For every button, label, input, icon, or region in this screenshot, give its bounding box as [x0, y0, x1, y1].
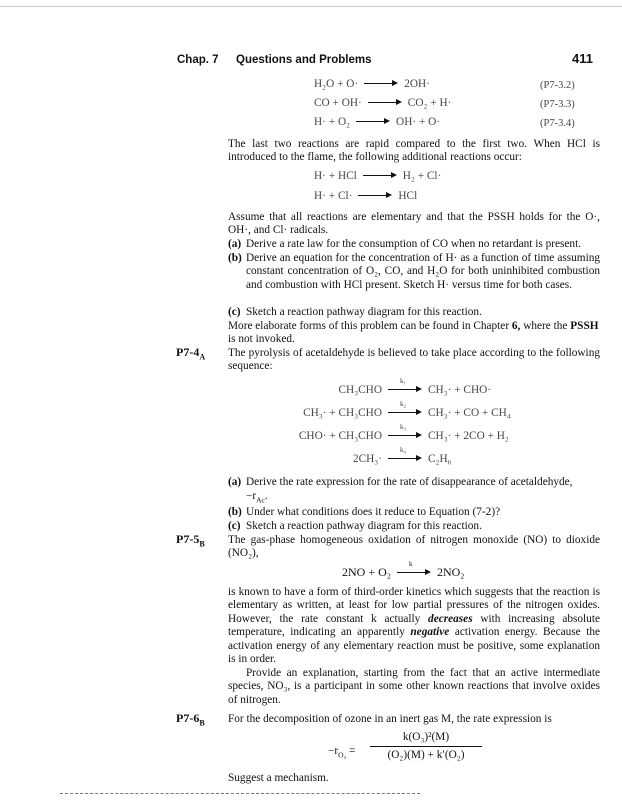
reaction-lhs: CO + OH· — [314, 97, 362, 109]
text-run: where the — [520, 320, 571, 332]
rate-symbol-main: −r — [246, 490, 257, 502]
emphasis-negative: negative — [410, 626, 450, 639]
text-run: is known to have a form of third-order kinetics which suggests that the reaction is elementary as written, at least for low partial pressures of the nitrogen oxides. However, the rate constant k actually — [228, 586, 600, 625]
reaction-lhs: CH₃· + CH₃CHO — [303, 407, 382, 419]
paragraph-p7-5-body — [228, 586, 600, 666]
reaction-rhs: CH₃· + CO + CH₄ — [428, 407, 511, 419]
reaction-arrow — [397, 560, 431, 578]
paragraph-hcl-intro: The last two reactions are rapid compared to the first two. When HCl is introduced to the flame, the following additional reactions occur: — [228, 138, 600, 164]
item-label: (b) — [228, 506, 242, 518]
paragraph-p7-6-suggest: Suggest a mechanism. — [228, 772, 329, 784]
question-item-a — [228, 476, 600, 489]
problem-level: B — [199, 539, 205, 549]
item-text: Sketch a reaction pathway diagram for this reaction. — [246, 306, 482, 318]
reaction-rhs: C₂H₆ — [428, 453, 452, 465]
question-item-a — [228, 238, 600, 251]
equation-tag: (P7-3.3) — [540, 99, 575, 110]
reaction-lhs: H· + HCl — [314, 170, 357, 182]
rate-lhs-main: −r — [328, 745, 339, 757]
bottom-rule — [60, 793, 420, 794]
paragraph-p7-4-intro: The pyrolysis of acetaldehyde is believed to take place according to the following sequence: — [228, 347, 600, 373]
reaction-arrow — [388, 423, 422, 441]
paragraph-assumptions: Assume that all reactions are elementary and that the PSSH holds for the O·, OH·, and Cl· radicals. — [228, 211, 600, 237]
reaction-arrow — [368, 98, 402, 108]
rate-constant: k₄ — [400, 446, 406, 455]
item-text: Derive an equation for the concentration of H· as a function of time assuming constant concentration of O₂, CO, and H₂O for both uninhibited combustion and combustion with HCl present. Sketch H· versus time for both cases. — [246, 252, 600, 291]
item-text: Sketch a reaction pathway diagram for this reaction. — [246, 520, 482, 532]
reaction-hcl-1 — [314, 170, 441, 183]
equals-sign: = — [346, 745, 356, 757]
reaction-arrow — [388, 446, 422, 464]
chapter-ref: 6, — [511, 320, 521, 332]
item-label: (c) — [228, 520, 241, 532]
reaction-rhs: CH₃· + CHO· — [428, 384, 492, 396]
reaction-lhs: CH₃CHO — [338, 384, 382, 396]
reaction-rhs: H₂ + Cl· — [402, 170, 442, 182]
reaction-p7-3-4 — [314, 116, 440, 129]
reaction-rhs: CO₂ + H· — [407, 97, 452, 109]
reaction-hcl-2 — [314, 190, 417, 203]
emphasis-decreases: decreases — [428, 612, 473, 625]
problem-number-p7-6 — [176, 711, 205, 728]
problem-num: P7-6 — [176, 711, 200, 725]
item-text: Under what conditions does it reduce to Equation (7-2)? — [246, 506, 501, 518]
reaction-rhs: CH₃· + 2CO + H₂ — [428, 430, 509, 442]
reaction-acetaldehyde-4 — [300, 446, 452, 466]
reaction-lhs: H· + Cl· — [314, 190, 353, 202]
question-item-b — [228, 252, 600, 292]
paragraph-elaborate — [228, 320, 600, 347]
item-text: Derive a rate law for the consumption of CO when no retardant is present. — [246, 238, 582, 250]
text-run: is not invoked. — [228, 333, 295, 346]
item-label: (c) — [228, 306, 241, 318]
reaction-acetaldehyde-2 — [264, 400, 511, 420]
rate-symbol-tail: . — [264, 490, 268, 502]
reaction-rhs: HCl — [398, 190, 418, 202]
reaction-lhs: 2NO + O₂ — [342, 565, 391, 579]
reaction-acetaldehyde-1 — [300, 377, 492, 397]
equation-tag: (P7-3.4) — [540, 118, 575, 129]
rate-constant: k₃ — [400, 423, 406, 432]
problem-level: A — [199, 352, 206, 362]
question-item-b — [228, 506, 600, 519]
problem-num: P7-4 — [176, 345, 200, 359]
paragraph-p7-5-explain: Provide an explanation, starting from the fact that an active intermediate species, NO₃, is a participant in some other known reactions that involve oxides of nitrogen. — [228, 667, 600, 706]
paragraph-p7-6-intro: For the decomposition of ozone in an inert gas M, the rate expression is — [228, 713, 552, 725]
rate-symbol-sub: Ac — [256, 495, 265, 505]
reaction-lhs: 2CH₃· — [352, 453, 382, 465]
reaction-lhs: H₂O + O· — [314, 78, 359, 90]
reaction-arrow — [364, 79, 398, 89]
text-run: with increasing absolute temperature, indicating an apparently — [228, 612, 600, 639]
reaction-p7-3-3 — [314, 97, 451, 110]
question-item-c — [228, 520, 600, 533]
question-item-c — [228, 306, 600, 319]
reaction-arrow — [356, 117, 390, 127]
problem-number-p7-5 — [176, 532, 205, 549]
item-label: (a) — [228, 238, 242, 250]
reaction-rhs: OH· + O· — [396, 116, 441, 128]
problem-number-p7-4 — [176, 345, 206, 362]
equation-tag: (P7-3.2) — [540, 80, 575, 91]
text-run: More elaborate forms of this problem can be found in Chapter — [228, 320, 512, 332]
top-rule — [0, 6, 622, 7]
reaction-p7-3-2 — [314, 78, 430, 91]
rate-lhs-sub: O₃ — [338, 750, 347, 760]
item-label: (b) — [228, 252, 242, 264]
text-run: activation energy. Because the activation energy of any elementary reaction must be positive, some explanation is in order. — [228, 626, 600, 666]
reaction-arrow — [388, 400, 422, 418]
reaction-arrow — [388, 377, 422, 395]
item-text: Derive the rate expression for the rate of disappearance of acetaldehyde, — [246, 476, 573, 488]
pssh-term: PSSH — [570, 320, 599, 332]
rate-constant: k₁ — [400, 377, 406, 386]
item-label: (a) — [228, 476, 242, 488]
reaction-arrow — [363, 171, 397, 181]
reaction-lhs: H· + O₂ — [314, 116, 351, 128]
reaction-lhs: CHO· + CH₃CHO — [298, 430, 382, 442]
reaction-arrow — [358, 191, 392, 201]
rate-constant: k₂ — [400, 400, 406, 409]
rate-constant: k — [408, 560, 413, 569]
rate-denominator: (O₂)(M) + k′(O₂) — [387, 749, 465, 761]
fraction-bar — [370, 746, 482, 747]
reaction-rhs: 2NO₂ — [436, 565, 465, 579]
reaction-rhs: 2OH· — [404, 78, 430, 90]
rate-symbol — [246, 490, 268, 503]
page-number: 411 — [572, 51, 593, 66]
running-title: Questions and Problems — [236, 54, 372, 66]
reaction-no-oxidation — [342, 560, 465, 579]
rate-numerator: k(O₃)²(M) — [402, 731, 450, 743]
paragraph-p7-5-intro: The gas-phase homogeneous oxidation of nitrogen monoxide (NO) to dioxide (NO₂), — [228, 534, 600, 560]
reaction-acetaldehyde-3 — [264, 423, 509, 443]
problem-num: P7-5 — [176, 532, 200, 546]
problem-level: B — [199, 718, 205, 728]
chapter-label: Chap. 7 — [177, 54, 219, 66]
rate-expression-lhs — [328, 745, 355, 758]
